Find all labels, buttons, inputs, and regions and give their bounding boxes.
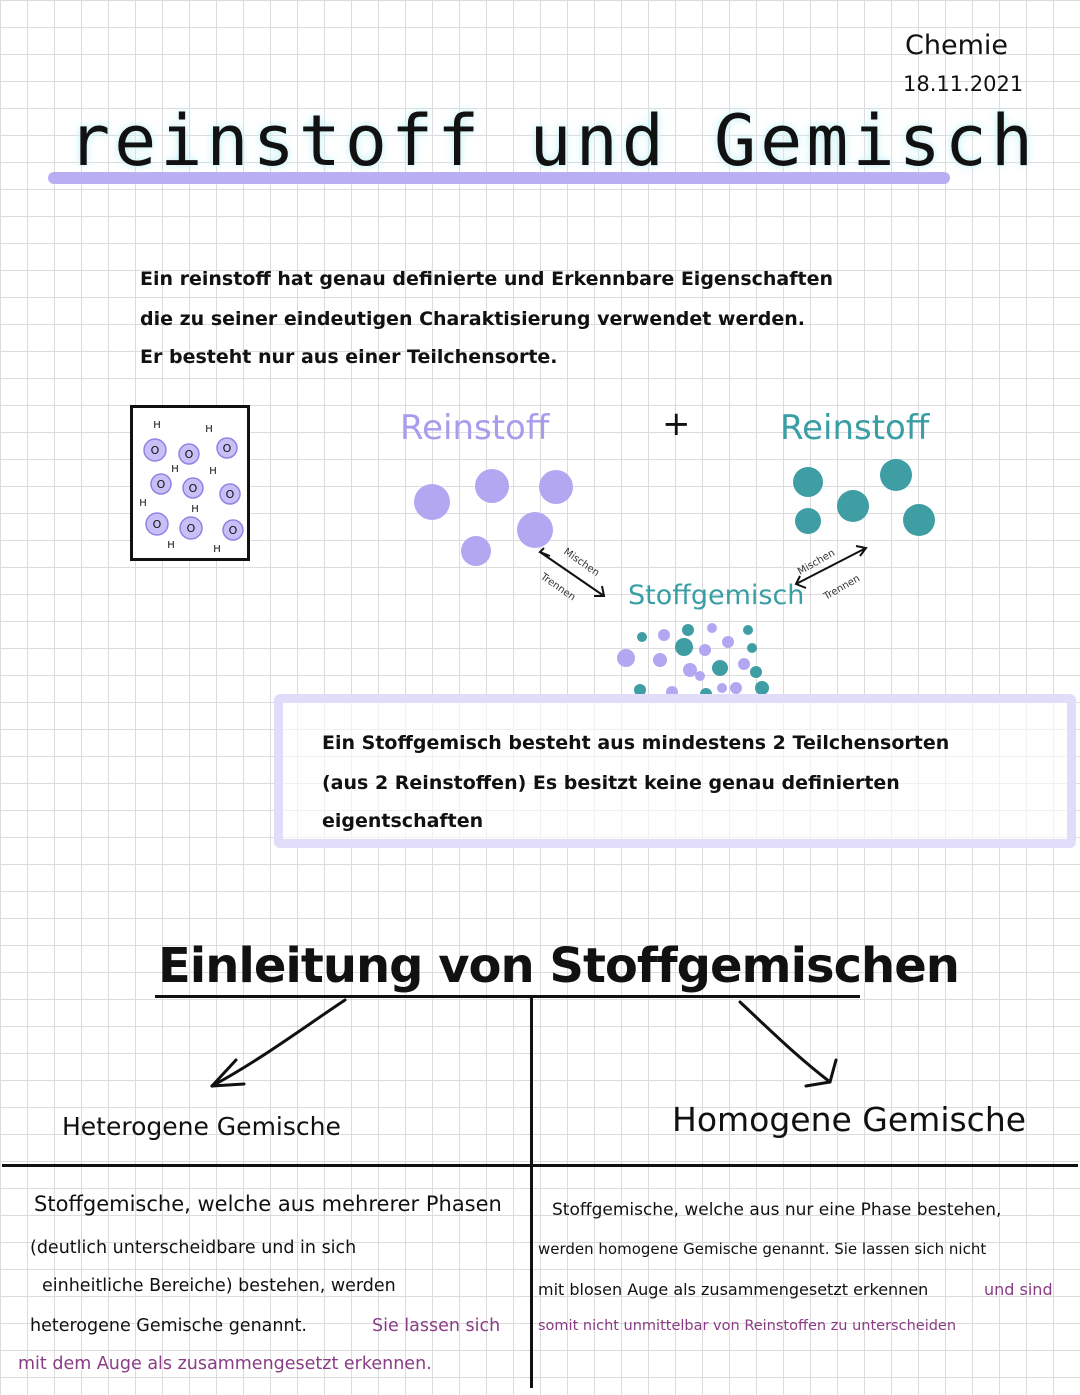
teal-particles — [793, 459, 935, 536]
date-label: 18.11.2021 — [903, 72, 1024, 96]
trennen-label-right: Trennen — [822, 573, 863, 603]
hetero-text-line-4: heterogene Gemische genannt. — [30, 1316, 307, 1336]
homo-text-line-3b: und sind — [984, 1280, 1053, 1299]
definition-line-1: Ein Stoffgemisch besteht aus mindestens 2 Teilchensorten — [322, 732, 950, 754]
hetero-text-line-4b: Sie lassen sich — [372, 1316, 501, 1336]
homo-text-line-4: somit nicht unmittelbar von Reinstoffen zu unterscheiden — [538, 1318, 957, 1334]
svg-text:H: H — [139, 498, 147, 509]
svg-text:H: H — [209, 466, 217, 477]
hetero-text-line-3: einheitliche Bereiche) bestehen, werden — [42, 1276, 396, 1296]
trennen-label-left: Trennen — [538, 571, 578, 604]
svg-text:O: O — [225, 488, 235, 501]
hetero-text-line-2: (deutlich unterscheidbare und in sich — [30, 1238, 357, 1258]
mixture-particles — [617, 623, 769, 700]
intro-line-3: Er besteht nur aus einer Teilchensorte. — [140, 346, 558, 368]
heterogeneous-heading: Heterogene Gemische — [62, 1112, 341, 1141]
svg-text:H: H — [191, 504, 199, 515]
reinstoff-label-left: Reinstoff — [400, 408, 550, 448]
reinstoff-label-right: Reinstoff — [780, 408, 930, 448]
svg-text:H: H — [205, 424, 213, 435]
svg-text:O: O — [150, 444, 160, 457]
definition-line-2: (aus 2 Reinstoffen) Es besitzt keine genau definierten — [322, 772, 900, 794]
svg-text:O: O — [228, 524, 238, 537]
hetero-text-line-5: mit dem Auge als zusammengesetzt erkennen. — [18, 1354, 432, 1374]
svg-text:H: H — [167, 540, 175, 551]
svg-text:O: O — [184, 448, 194, 461]
svg-text:H: H — [213, 544, 221, 555]
hetero-text-line-1: Stoffgemische, welche aus mehrerer Phasen — [34, 1192, 502, 1216]
definition-line-3: eigentschaften — [322, 810, 484, 832]
purple-particles — [414, 469, 573, 566]
mischen-label-right: Mischen — [796, 547, 837, 578]
svg-text:O: O — [188, 482, 198, 495]
intro-line-1: Ein reinstoff hat genau definierte und Erkennbare Eigenschaften — [140, 268, 834, 290]
section-title: Einleitung von Stoffgemischen — [158, 938, 959, 994]
homo-text-line-2: werden homogene Gemische genannt. Sie lassen sich nicht — [538, 1240, 987, 1258]
page-title: reinstoff und Gemisch — [68, 100, 1038, 182]
stoffgemisch-label: Stoffgemisch — [628, 580, 805, 611]
homo-text-line-3: mit blosen Auge als zusammengesetzt erkennen — [538, 1280, 929, 1299]
intro-line-2: die zu seiner eindeutigen Charaktisierung verwendet werden. — [140, 308, 805, 330]
homo-text-line-1: Stoffgemische, welche aus nur eine Phase bestehen, — [552, 1200, 1002, 1220]
plus-sign: + — [662, 404, 691, 444]
mischen-label-left: Mischen — [561, 546, 602, 579]
svg-text:O: O — [156, 478, 166, 491]
heading-divider — [2, 1164, 1078, 1167]
svg-text:O: O — [152, 518, 162, 531]
svg-text:H: H — [153, 420, 161, 431]
svg-text:O: O — [186, 522, 196, 535]
homogeneous-heading: Homogene Gemische — [672, 1100, 1027, 1139]
branch-arrows — [0, 990, 1080, 1110]
svg-text:H: H — [171, 464, 179, 475]
svg-text:O: O — [222, 442, 232, 455]
subject-label: Chemie — [905, 30, 1008, 61]
